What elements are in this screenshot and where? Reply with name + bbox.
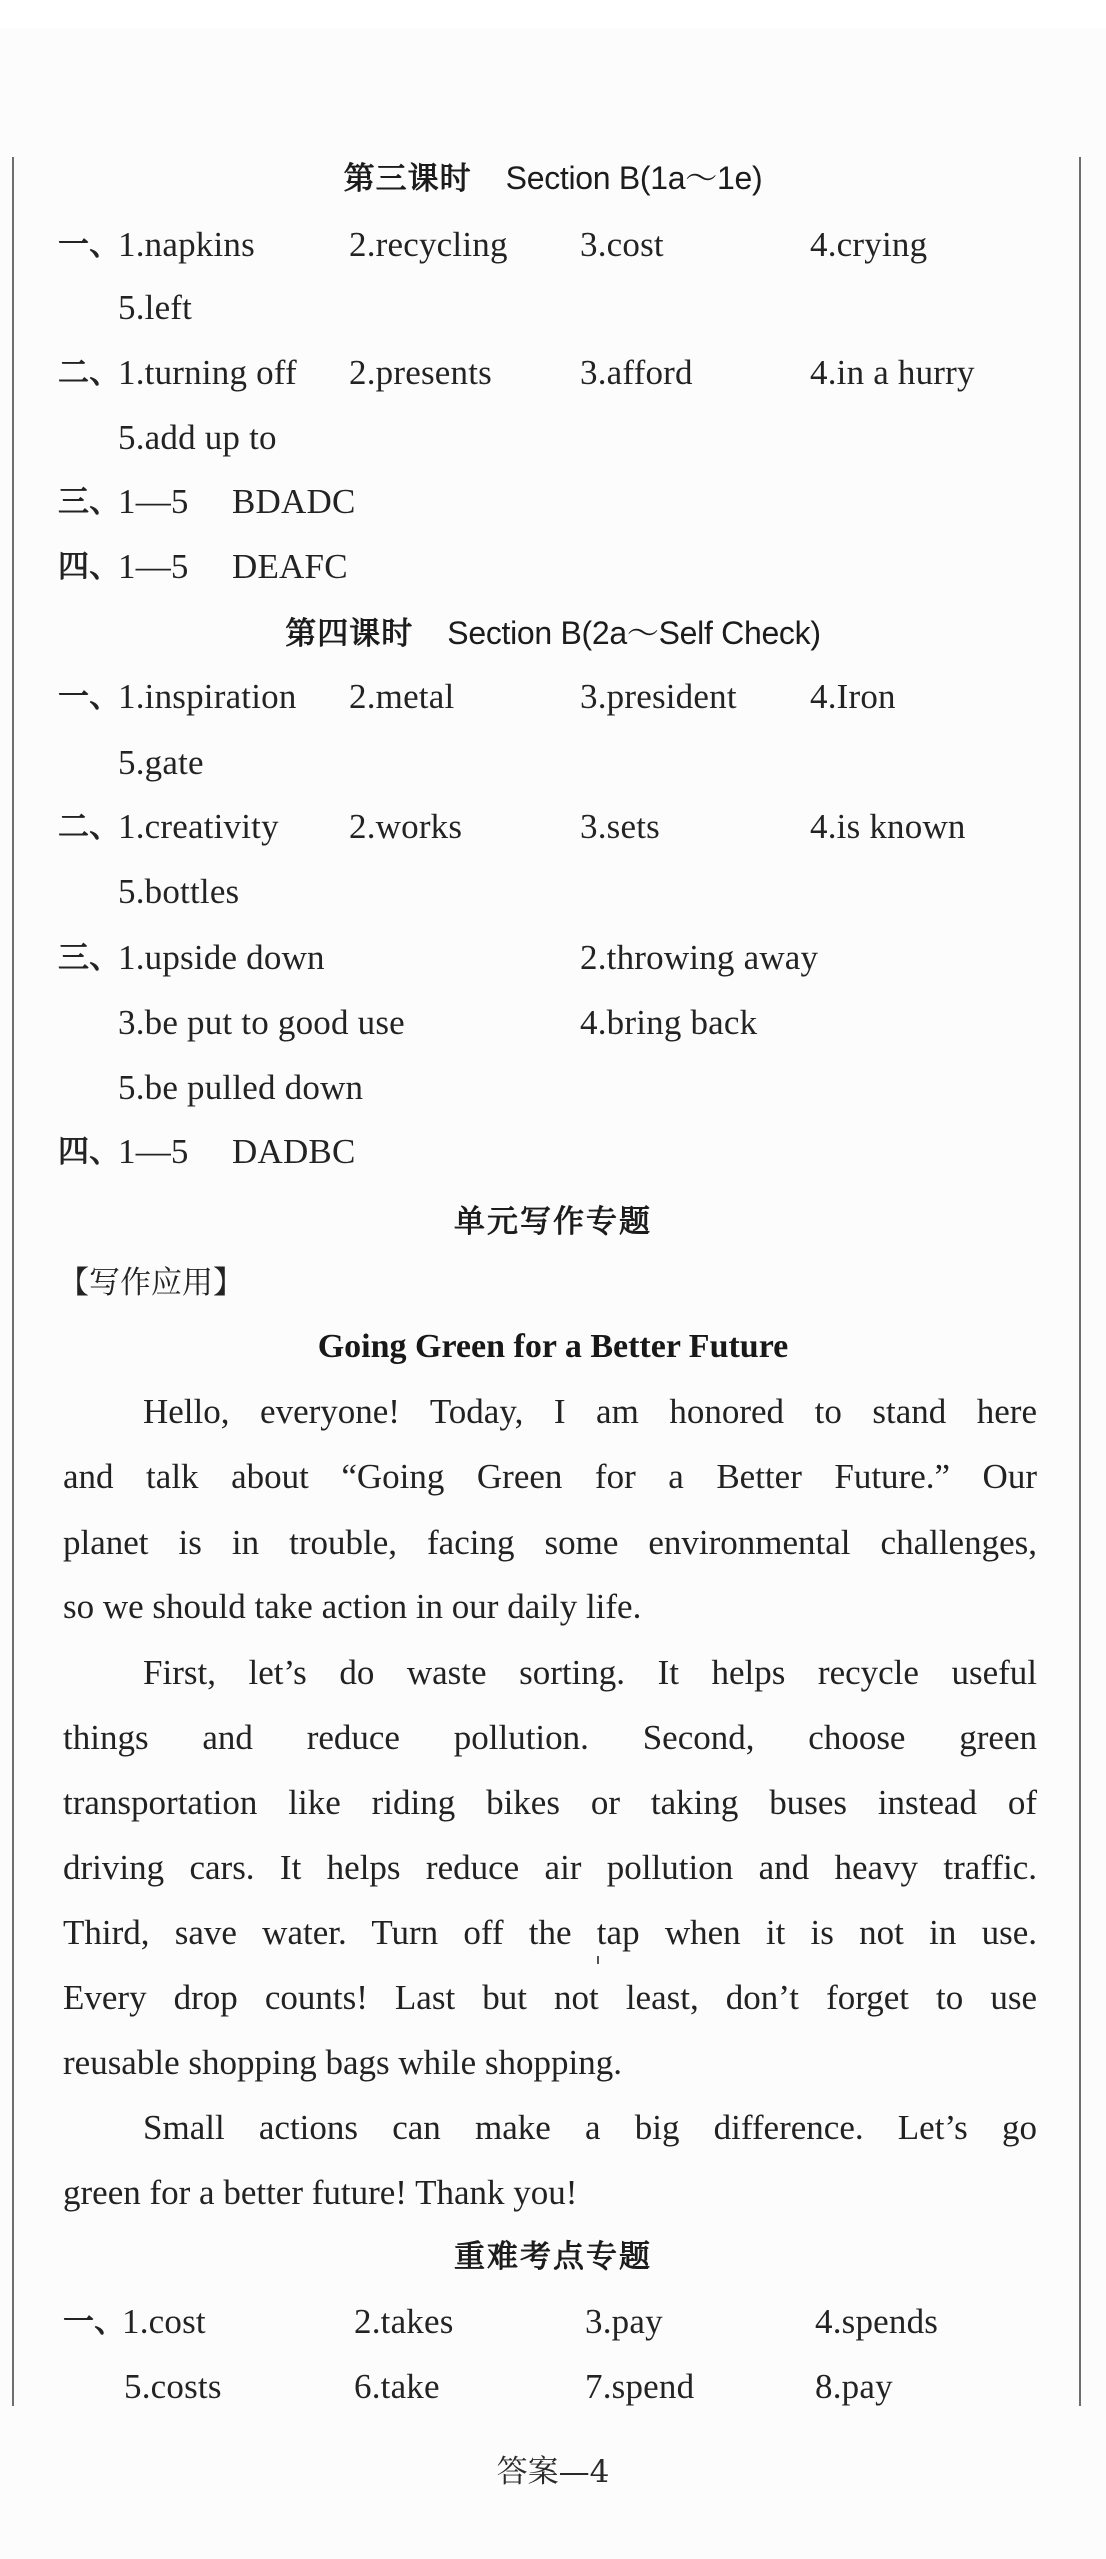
answer-item: 1.cost	[122, 2302, 206, 2341]
part-index: 二、	[58, 355, 121, 391]
writing-section-title: 单元写作专题	[454, 1204, 652, 1240]
lesson3-title-en: Section B(1a～1e)	[505, 160, 763, 196]
lesson4-title-cn: 第四课时	[285, 616, 414, 652]
answer-item: 8.pay	[815, 2367, 893, 2406]
essay-line: so we should take action in our daily life.	[63, 1587, 642, 1626]
lesson3-part4-row	[0, 545, 1106, 589]
essay-line: driving cars. It helps reduce air pollution and heavy traffic.	[63, 1848, 1037, 1887]
answer-item: 5.gate	[118, 743, 204, 782]
answer-item: 1.upside down	[118, 938, 325, 977]
answer-item: 5.bottles	[118, 872, 240, 911]
lesson4-title-en: Section B(2a～Self Check)	[447, 615, 821, 651]
essay-line: Third, save water. Turn off the tap when it is not in use.	[63, 1913, 1037, 1952]
scan-top-margin	[0, 0, 1106, 28]
lesson4-part2-row2	[0, 870, 1106, 914]
lesson4-part3-row3	[0, 1066, 1106, 1110]
lesson3-title-cn: 第三课时	[343, 161, 472, 197]
scan-artifact	[597, 1956, 599, 1964]
lesson3-part3-row	[0, 480, 1106, 524]
answer-item: 5.left	[118, 288, 193, 327]
key-points-title: 重难考点专题	[454, 2239, 652, 2275]
answer-item: 3.afford	[580, 353, 693, 392]
answer-item: 2.takes	[354, 2302, 454, 2341]
essay-line: and talk about “Going Green for a Better Future.” Our	[63, 1457, 1037, 1496]
answer-letters: BDADC	[232, 482, 356, 521]
essay-line: transportation like riding bikes or taking buses instead of	[63, 1783, 1037, 1822]
answer-item: 6.take	[354, 2367, 440, 2406]
lesson3-part1-row2	[0, 286, 1106, 330]
lesson3-heading	[0, 156, 1106, 200]
essay-line: Small actions can make a big difference. Let’s go	[143, 2108, 1037, 2147]
answer-item: 3.cost	[580, 225, 664, 264]
answer-item: 2.throwing away	[580, 938, 819, 977]
lesson4-part4-row	[0, 1130, 1106, 1174]
answer-item: 3.be put to good use	[118, 1003, 405, 1042]
answer-item: 2.recycling	[349, 225, 508, 264]
lesson4-part2-row1	[0, 805, 1106, 849]
part-index: 四、	[58, 1134, 121, 1170]
lesson4-part3-row1	[0, 936, 1106, 980]
answer-item: 1.creativity	[118, 807, 279, 846]
answer-item: 3.president	[580, 677, 737, 716]
answer-item: 5.add up to	[118, 418, 277, 457]
essay-line: things and reduce pollution. Second, choose green	[63, 1718, 1037, 1757]
part-index: 三、	[58, 940, 121, 976]
essay-line: First, let’s do waste sorting. It helps recycle useful	[143, 1653, 1037, 1692]
essay-line: Hello, everyone! Today, I am honored to stand here	[143, 1392, 1037, 1431]
part-index: 一、	[63, 2304, 126, 2340]
answer-item: 1.turning off	[118, 353, 297, 392]
essay-line: green for a better future! Thank you!	[63, 2173, 578, 2212]
answer-item: 3.pay	[585, 2302, 663, 2341]
answer-item: 4.bring back	[580, 1003, 758, 1042]
answer-item: 5.be pulled down	[118, 1068, 364, 1107]
answer-item: 5.costs	[124, 2367, 222, 2406]
answer-item: 2.metal	[349, 677, 455, 716]
answer-item: 4.in a hurry	[810, 353, 975, 392]
lesson4-part1-row2	[0, 741, 1106, 785]
answer-range: 1—5	[118, 482, 189, 521]
answer-item: 4.is known	[810, 807, 966, 846]
answer-letters: DEAFC	[232, 547, 348, 586]
essay-title: Going Green for a Better Future	[317, 1328, 789, 1365]
answer-range: 1—5	[118, 1132, 189, 1171]
lesson3-part2-row1	[0, 351, 1106, 395]
essay-line: planet is in trouble, facing some environmental challenges,	[63, 1523, 1037, 1562]
key-points-part1-row1	[0, 2300, 1106, 2344]
answer-item: 1.inspiration	[118, 677, 297, 716]
lesson3-part2-row2	[0, 416, 1106, 460]
part-index: 三、	[58, 484, 121, 520]
essay-line: Every drop counts! Last but not least, don’t forget to use	[63, 1978, 1037, 2017]
answer-letters: DADBC	[232, 1132, 356, 1171]
lesson4-part1-row1	[0, 675, 1106, 719]
part-index: 一、	[58, 679, 121, 715]
answer-item: 2.presents	[349, 353, 492, 392]
lesson4-part3-row2	[0, 1001, 1106, 1045]
answer-range: 1—5	[118, 547, 189, 586]
answer-item: 4.spends	[815, 2302, 939, 2341]
lesson3-part1-row1	[0, 223, 1106, 267]
essay-line: reusable shopping bags while shopping.	[63, 2043, 622, 2082]
part-index: 四、	[58, 549, 121, 585]
answer-item: 1.napkins	[118, 225, 255, 264]
key-points-part1-row2	[0, 2365, 1106, 2409]
part-index: 二、	[58, 809, 121, 845]
answer-item: 3.sets	[580, 807, 660, 846]
part-index: 一、	[58, 227, 121, 263]
lesson4-heading	[0, 611, 1106, 655]
answer-item: 4.crying	[810, 225, 928, 264]
writing-application-label: 【写作应用】	[58, 1265, 244, 1301]
page-number-label: 答案—4	[496, 2454, 610, 2490]
answer-item: 2.works	[349, 807, 463, 846]
answer-item: 7.spend	[585, 2367, 695, 2406]
answer-item: 4.Iron	[810, 677, 896, 716]
